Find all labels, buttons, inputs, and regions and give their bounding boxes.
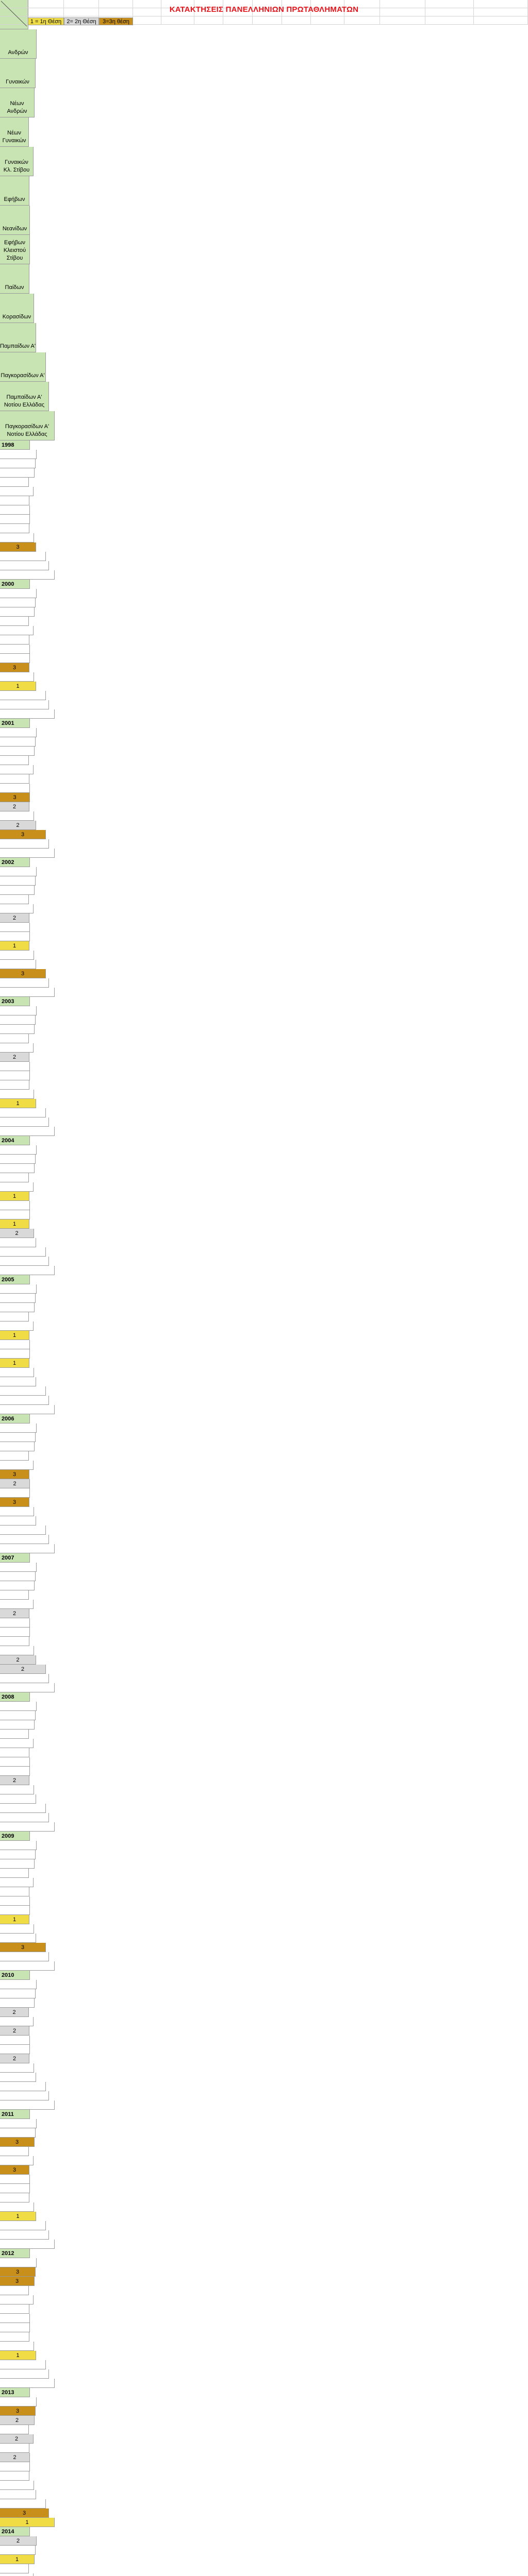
result-cell[interactable]: [0, 867, 37, 876]
result-cell[interactable]: 2: [0, 1609, 29, 1618]
result-cell[interactable]: [0, 1173, 29, 1182]
result-cell[interactable]: [0, 1451, 29, 1461]
result-cell[interactable]: [0, 2175, 30, 2184]
result-cell[interactable]: [0, 2045, 30, 2054]
result-cell[interactable]: [0, 1980, 37, 1989]
result-cell[interactable]: [0, 923, 30, 932]
result-cell[interactable]: 1: [0, 1915, 29, 1924]
result-cell[interactable]: [0, 2444, 29, 2453]
result-cell[interactable]: 3: [0, 2406, 36, 2416]
result-cell[interactable]: [0, 2091, 49, 2100]
result-cell[interactable]: [0, 1628, 30, 1637]
sheet-cell[interactable]: [311, 16, 344, 25]
result-cell[interactable]: [0, 2397, 37, 2406]
result-cell[interactable]: [0, 1182, 34, 1192]
result-cell[interactable]: [0, 811, 34, 821]
result-cell[interactable]: [0, 2082, 46, 2091]
result-cell[interactable]: [0, 487, 34, 496]
result-cell[interactable]: [0, 561, 49, 570]
result-cell[interactable]: [0, 2425, 29, 2434]
result-cell[interactable]: [0, 2147, 29, 2156]
column-header[interactable]: Ανδρών: [0, 29, 37, 59]
result-cell[interactable]: 1: [0, 2518, 55, 2527]
result-cell[interactable]: [0, 1006, 37, 1015]
sheet-cell[interactable]: [474, 16, 528, 25]
column-header[interactable]: Εφήβων: [0, 176, 29, 206]
result-cell[interactable]: 3: [0, 1470, 29, 1479]
sheet-cell[interactable]: [282, 16, 311, 25]
result-cell[interactable]: 2: [0, 2453, 30, 2462]
result-cell[interactable]: [0, 2546, 36, 2555]
result-cell[interactable]: [0, 1859, 35, 1869]
result-cell[interactable]: [0, 654, 30, 663]
result-cell[interactable]: 3: [0, 543, 36, 552]
result-cell[interactable]: [0, 2304, 29, 2314]
result-cell[interactable]: [0, 645, 30, 654]
result-cell[interactable]: [0, 978, 49, 988]
result-cell[interactable]: [0, 1757, 30, 1767]
result-cell[interactable]: [0, 1961, 55, 1971]
result-cell[interactable]: [0, 1804, 46, 1813]
result-cell[interactable]: [0, 1210, 30, 1219]
result-cell[interactable]: [0, 1117, 49, 1127]
result-cell[interactable]: [0, 1145, 37, 1155]
result-cell[interactable]: [0, 1507, 34, 1516]
result-cell[interactable]: 3: [0, 2509, 49, 2518]
result-cell[interactable]: [0, 728, 37, 737]
result-cell[interactable]: 3: [0, 663, 29, 672]
column-header[interactable]: Παγκορασίδων Α': [0, 352, 46, 382]
result-cell[interactable]: 2: [0, 2008, 29, 2017]
result-cell[interactable]: [0, 1340, 30, 1349]
result-cell[interactable]: 1: [0, 941, 29, 951]
result-cell[interactable]: [0, 2258, 37, 2267]
result-cell[interactable]: [0, 1869, 29, 1878]
result-cell[interactable]: 2: [0, 2054, 29, 2063]
result-cell[interactable]: 2: [0, 1665, 46, 1674]
result-cell[interactable]: [0, 1674, 49, 1683]
result-cell[interactable]: 1: [0, 1192, 29, 1201]
result-cell[interactable]: [0, 1767, 30, 1776]
result-cell[interactable]: [0, 1896, 30, 1906]
result-cell[interactable]: [0, 2323, 30, 2332]
year-cell[interactable]: 2009: [0, 1832, 30, 1841]
result-cell[interactable]: [0, 2119, 37, 2128]
sheet-title: ΚΑΤΑΚΤΗΣΕΙΣ ΠΑΝΕΛΛΗΝΙΩΝ ΠΡΩΤΑΘΛΗΜΑΤΩΝ: [169, 5, 359, 14]
result-cell[interactable]: 3: [0, 793, 30, 802]
result-cell[interactable]: [0, 1294, 36, 1303]
result-cell[interactable]: 2: [0, 2536, 37, 2546]
year-cell[interactable]: 2011: [0, 2110, 30, 2119]
result-cell[interactable]: [0, 1247, 46, 1257]
result-cell[interactable]: [0, 1934, 36, 1943]
result-cell[interactable]: [0, 1516, 36, 1526]
result-cell[interactable]: [0, 1396, 49, 1405]
result-cell[interactable]: [0, 765, 34, 774]
result-cell[interactable]: 1: [0, 1099, 36, 1108]
result-cell[interactable]: [0, 2295, 34, 2304]
result-cell[interactable]: [0, 1284, 37, 1294]
sheet-cell[interactable]: [425, 16, 474, 25]
result-cell[interactable]: [0, 552, 46, 561]
result-cell[interactable]: [0, 2156, 34, 2165]
result-cell[interactable]: [0, 2017, 34, 2026]
result-cell[interactable]: 2: [0, 821, 36, 830]
year-cell[interactable]: 2006: [0, 1414, 30, 1423]
result-cell[interactable]: [0, 1702, 37, 1711]
year-cell[interactable]: 2002: [0, 858, 30, 867]
result-cell[interactable]: [0, 700, 49, 709]
result-cell[interactable]: [0, 1720, 35, 1730]
year-cell[interactable]: 2004: [0, 1136, 30, 1145]
result-cell[interactable]: [0, 1841, 37, 1850]
column-header[interactable]: Παμπαίδων Α': [0, 323, 36, 352]
result-cell[interactable]: [0, 1442, 35, 1451]
column-header[interactable]: Παμπαίδων Α' Νοτίου Ελλάδας: [0, 382, 49, 411]
result-cell[interactable]: 2: [0, 2026, 29, 2036]
result-cell[interactable]: [0, 886, 35, 895]
result-cell[interactable]: [0, 1637, 29, 1646]
result-cell[interactable]: [0, 2036, 30, 2045]
result-cell[interactable]: 3: [0, 969, 46, 978]
column-header[interactable]: Νέων Γυναικών: [0, 117, 29, 147]
result-cell[interactable]: 1: [0, 1219, 29, 1229]
result-cell[interactable]: [0, 1080, 29, 1090]
result-cell[interactable]: [0, 988, 55, 997]
result-cell[interactable]: 3: [0, 830, 46, 839]
result-cell[interactable]: [0, 2332, 29, 2342]
result-cell[interactable]: [0, 2573, 34, 2576]
result-cell[interactable]: [0, 2221, 46, 2230]
result-cell[interactable]: 1: [0, 682, 36, 691]
result-cell[interactable]: [0, 2100, 55, 2110]
sheet-cell[interactable]: [344, 16, 380, 25]
spreadsheet-grid: [0, 0, 55, 2576]
result-cell[interactable]: [0, 533, 34, 543]
result-cell[interactable]: [0, 1572, 36, 1581]
result-cell[interactable]: [0, 1405, 55, 1414]
legend-item: 3=3η θέση: [99, 18, 133, 25]
year-cell[interactable]: 2012: [0, 2249, 30, 2258]
result-cell[interactable]: [0, 1386, 46, 1396]
result-cell[interactable]: 1: [0, 2555, 35, 2564]
result-cell[interactable]: [0, 839, 49, 849]
result-cell[interactable]: [0, 1581, 35, 1590]
result-cell[interactable]: [0, 2230, 49, 2240]
result-cell[interactable]: [0, 1377, 36, 1386]
result-cell[interactable]: 2: [0, 1053, 29, 1062]
result-cell[interactable]: [0, 2564, 29, 2573]
result-cell[interactable]: [0, 2481, 34, 2490]
result-cell[interactable]: [0, 496, 29, 505]
result-cell[interactable]: [0, 876, 36, 886]
result-cell[interactable]: [0, 505, 30, 515]
result-cell[interactable]: [0, 774, 29, 784]
result-cell[interactable]: [0, 2490, 36, 2499]
result-cell[interactable]: [0, 1321, 34, 1331]
result-cell[interactable]: [0, 1590, 29, 1600]
result-cell[interactable]: 2: [0, 1776, 29, 1785]
result-cell[interactable]: 2: [0, 2416, 35, 2425]
result-cell[interactable]: [0, 691, 46, 700]
result-cell[interactable]: [0, 1090, 34, 1099]
result-cell[interactable]: [0, 1312, 29, 1321]
result-cell[interactable]: [0, 849, 55, 858]
result-cell[interactable]: [0, 709, 55, 719]
year-cell[interactable]: 2003: [0, 997, 30, 1006]
result-cell[interactable]: [0, 1303, 35, 1312]
result-cell[interactable]: [0, 1257, 49, 1266]
result-cell[interactable]: [0, 747, 35, 756]
result-cell[interactable]: [0, 1071, 30, 1080]
result-cell[interactable]: 2: [0, 1479, 30, 1488]
result-cell[interactable]: [0, 895, 29, 904]
year-cell[interactable]: 2005: [0, 1275, 30, 1284]
column-header[interactable]: Παίδων: [0, 264, 29, 294]
result-cell[interactable]: 3: [0, 2138, 35, 2147]
result-cell[interactable]: [0, 2240, 55, 2249]
result-cell[interactable]: [0, 1600, 34, 1609]
result-cell[interactable]: [0, 626, 34, 635]
column-header[interactable]: Νεανίδων: [0, 206, 30, 235]
result-cell[interactable]: [0, 672, 34, 682]
result-cell[interactable]: [0, 904, 34, 913]
result-cell[interactable]: [0, 468, 35, 478]
result-cell[interactable]: [0, 1461, 34, 1470]
sheet-cell[interactable]: [161, 16, 194, 25]
result-cell[interactable]: 1: [0, 2351, 36, 2360]
year-cell[interactable]: 2007: [0, 1553, 30, 1563]
result-cell[interactable]: [0, 570, 55, 580]
result-cell[interactable]: 1: [0, 1331, 29, 1340]
column-header[interactable]: Γυναικών Κλ. Στίβου: [0, 147, 34, 176]
result-cell[interactable]: [0, 784, 30, 793]
result-cell[interactable]: [0, 1785, 34, 1794]
result-cell[interactable]: [0, 1711, 36, 1720]
result-cell[interactable]: [0, 1349, 30, 1359]
year-cell[interactable]: 2014: [0, 2527, 30, 2536]
result-cell[interactable]: [0, 1025, 35, 1034]
sheet-cell[interactable]: [223, 16, 253, 25]
year-cell[interactable]: 2013: [0, 2388, 30, 2397]
result-cell[interactable]: [0, 1748, 29, 1757]
result-cell[interactable]: [0, 1034, 29, 1043]
result-cell[interactable]: [0, 617, 29, 626]
result-cell[interactable]: [0, 2314, 30, 2323]
result-cell[interactable]: [0, 2462, 30, 2471]
result-cell[interactable]: [0, 1201, 30, 1210]
result-cell[interactable]: [0, 2369, 49, 2379]
column-header[interactable]: Κορασίδων: [0, 294, 34, 323]
legend-item: 1 = 1η Θέση: [28, 18, 64, 25]
result-cell[interactable]: [0, 450, 37, 459]
result-cell[interactable]: [0, 1730, 29, 1739]
column-header[interactable]: Εφήβων Κλειστού Στίβου: [0, 235, 30, 264]
sheet-cell[interactable]: [194, 16, 223, 25]
result-cell[interactable]: [0, 951, 34, 960]
year-cell[interactable]: 2001: [0, 719, 30, 728]
result-cell[interactable]: [0, 589, 37, 598]
sheet-cell[interactable]: [133, 16, 161, 25]
result-cell[interactable]: [0, 1238, 36, 1247]
result-cell[interactable]: [0, 1887, 29, 1896]
result-cell[interactable]: [0, 1924, 34, 1934]
result-cell[interactable]: [0, 598, 36, 607]
column-header[interactable]: Νέων Ανδρών: [0, 88, 35, 117]
result-cell[interactable]: 3: [0, 2165, 29, 2175]
result-cell[interactable]: [0, 2342, 34, 2351]
result-cell[interactable]: [0, 1155, 36, 1164]
result-cell[interactable]: [0, 1618, 30, 1628]
result-cell[interactable]: [0, 1266, 55, 1275]
result-cell[interactable]: 2: [0, 2434, 34, 2444]
result-cell[interactable]: [0, 1043, 34, 1053]
result-cell[interactable]: [0, 1989, 36, 1998]
result-cell[interactable]: [0, 737, 36, 747]
result-cell[interactable]: [0, 2379, 55, 2388]
result-cell[interactable]: [0, 635, 29, 645]
corner-cell: [0, 0, 28, 29]
result-cell[interactable]: 1: [0, 2212, 36, 2221]
result-cell[interactable]: [0, 2202, 34, 2212]
result-cell[interactable]: [0, 2360, 46, 2369]
result-cell[interactable]: [0, 1368, 34, 1377]
result-cell[interactable]: [0, 2184, 30, 2193]
result-cell[interactable]: [0, 960, 36, 969]
column-header[interactable]: Παγκορασίδων Α' Νοτίου Ελλάδας: [0, 411, 55, 440]
result-cell[interactable]: [0, 2286, 29, 2295]
year-cell[interactable]: 2010: [0, 1971, 30, 1980]
result-cell[interactable]: [0, 1544, 55, 1553]
result-cell[interactable]: [0, 1062, 30, 1071]
result-cell[interactable]: [0, 2471, 29, 2481]
result-cell[interactable]: [0, 932, 30, 941]
result-cell[interactable]: 1: [0, 1359, 29, 1368]
result-cell[interactable]: [0, 2063, 34, 2073]
result-cell[interactable]: [0, 515, 30, 524]
result-cell[interactable]: [0, 1850, 36, 1859]
result-cell[interactable]: [0, 1646, 34, 1655]
result-cell[interactable]: [0, 2499, 46, 2509]
result-cell[interactable]: 3: [0, 1498, 29, 1507]
result-cell[interactable]: [0, 1794, 36, 1804]
result-cell[interactable]: 3: [0, 2267, 36, 2277]
result-cell[interactable]: [0, 1683, 55, 1692]
result-cell[interactable]: 2: [0, 1655, 36, 1665]
sheet-cell[interactable]: [380, 16, 425, 25]
result-cell[interactable]: 3: [0, 2277, 35, 2286]
result-cell[interactable]: [0, 1535, 49, 1544]
result-cell[interactable]: [0, 1998, 35, 2008]
result-cell[interactable]: [0, 2193, 29, 2202]
result-cell[interactable]: [0, 607, 35, 617]
result-cell[interactable]: [0, 756, 29, 765]
result-cell[interactable]: [0, 1423, 37, 1433]
result-cell[interactable]: [0, 1822, 55, 1832]
result-cell[interactable]: [0, 1878, 34, 1887]
result-cell[interactable]: 2: [0, 802, 29, 811]
result-cell[interactable]: 2: [0, 1229, 34, 1238]
sheet-cell[interactable]: [253, 16, 282, 25]
result-cell[interactable]: [0, 1164, 35, 1173]
result-cell[interactable]: [0, 2128, 36, 2138]
result-cell[interactable]: 3: [0, 1943, 46, 1952]
result-cell[interactable]: 2: [0, 913, 29, 923]
result-cell[interactable]: [0, 1108, 46, 1117]
result-cell[interactable]: [0, 2073, 36, 2082]
legend-item: 2= 2η Θέση: [64, 18, 99, 25]
year-cell[interactable]: 1998: [0, 440, 30, 450]
result-cell[interactable]: [0, 459, 36, 468]
column-header[interactable]: Γυναικών: [0, 59, 36, 88]
result-cell[interactable]: [0, 1739, 34, 1748]
result-cell[interactable]: [0, 1813, 49, 1822]
year-cell[interactable]: 2008: [0, 1692, 30, 1702]
result-cell[interactable]: [0, 524, 29, 533]
result-cell[interactable]: [0, 1127, 55, 1136]
result-cell[interactable]: [0, 1433, 36, 1442]
year-cell[interactable]: 2000: [0, 580, 30, 589]
result-cell[interactable]: [0, 1952, 49, 1961]
result-cell[interactable]: [0, 1526, 46, 1535]
result-cell[interactable]: [0, 1015, 36, 1025]
result-cell[interactable]: [0, 1906, 30, 1915]
result-cell[interactable]: [0, 478, 29, 487]
result-cell[interactable]: [0, 1563, 37, 1572]
result-cell[interactable]: [0, 1488, 30, 1498]
